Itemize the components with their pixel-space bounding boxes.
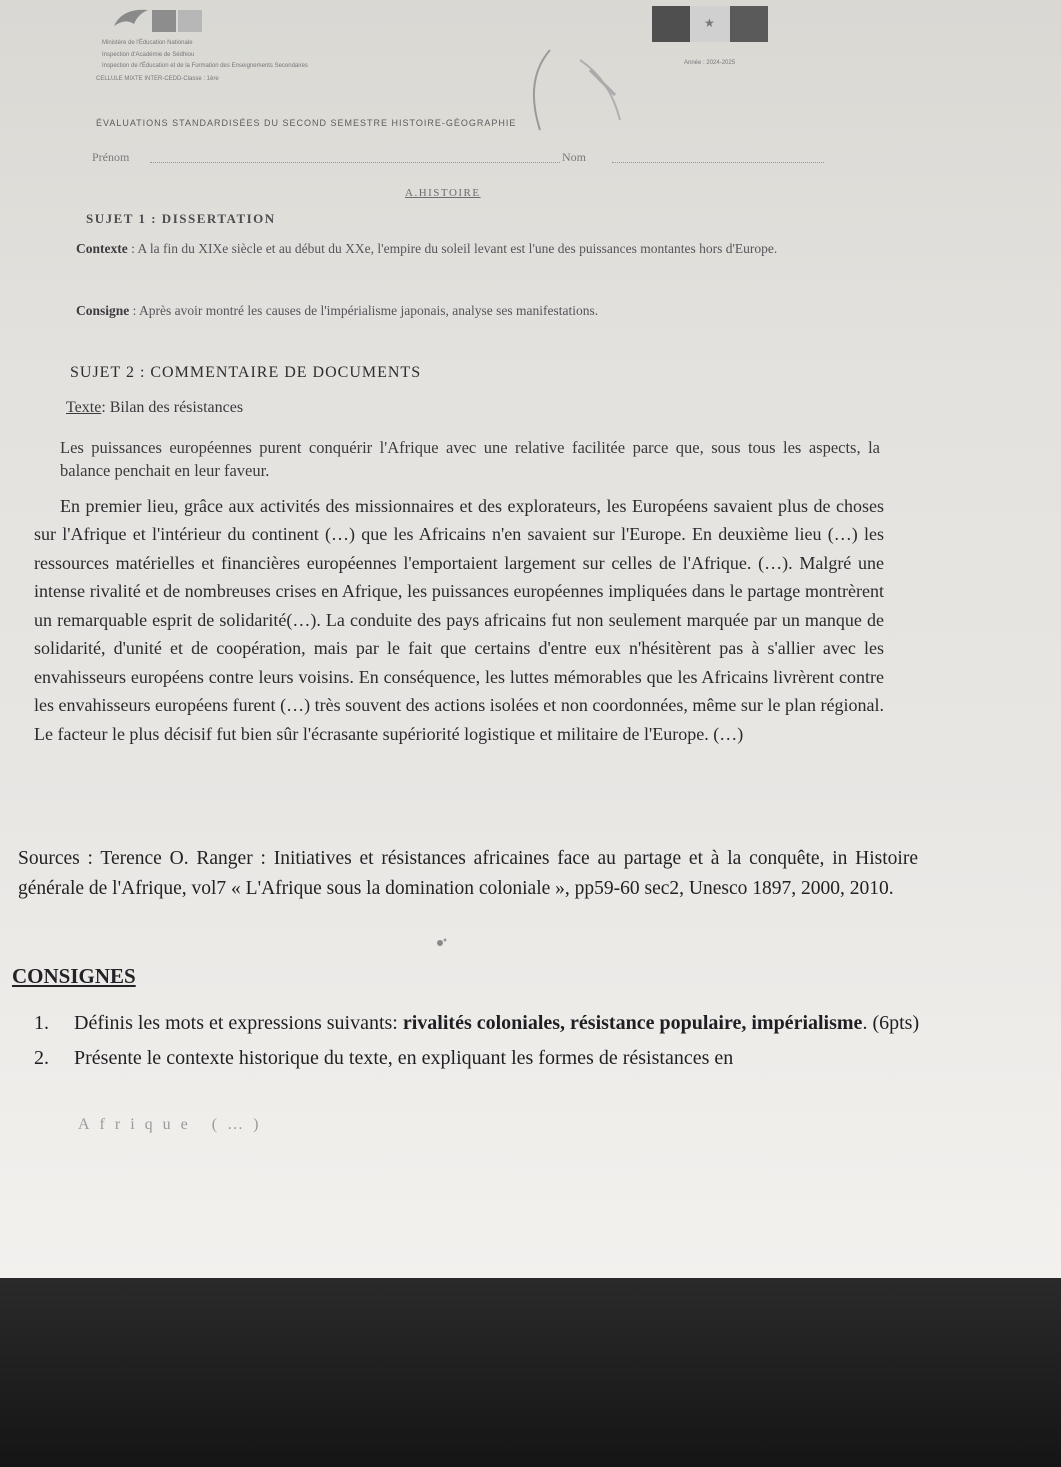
table-surface <box>0 1278 1061 1467</box>
contexte-text: : A la fin du XIXe siècle et au début du XXe, l'empire du soleil levant est l'une des puissances montantes hors d'Europe. <box>127 241 778 256</box>
texte-title: : Bilan des résistances <box>101 399 244 416</box>
school-year: Année : 2024-2025 <box>684 60 736 66</box>
consigne-bold-terms: rivalités coloniales, résistance populaire, impérialisme <box>402 1012 863 1034</box>
nom-label: Nom <box>562 150 586 164</box>
consigne-label: Consigne <box>76 303 130 318</box>
sujet2-texte-heading <box>66 397 243 419</box>
section-histoire-title: A.HISTOIRE <box>405 187 481 199</box>
text-paragraph-1: Les puissances européennes purent conquérir l'Afrique avec une relative facilitée parce que, sous tous les aspects, la balance penchait en leur faveur. <box>60 438 880 481</box>
consignes-title: CONSIGNES <box>12 964 136 988</box>
consigne-item-2 <box>34 1041 954 1076</box>
consigne-text: : Après avoir montré les causes de l'impérialisme japonais, analyse ses manifestations. <box>129 303 599 318</box>
sujet2-title: SUJET 2 : COMMENTAIRE DE DOCUMENTS <box>70 364 422 381</box>
ministry-line-2: Inspection d'Académie de Sédhiou <box>102 52 195 58</box>
consigne-number: 1. <box>34 1012 49 1034</box>
contexte-label: Contexte <box>76 241 128 256</box>
ministry-line-3: Inspection de l'Éducation et de la Formation des Enseignements Secondaires <box>102 63 308 69</box>
nom-field[interactable] <box>612 162 824 163</box>
prenom-label: Prénom <box>92 150 130 164</box>
consigne-item-1 <box>34 1006 954 1041</box>
sources-citation: Sources : Terence O. Ranger : Initiatives et résistances africaines face au partage et à la conquête, in Histoire générale de l'Afrique, vol7 « L'Afrique sous la domination coloniale », pp59-60 sec2, Unesco 1897, 2000, 2010. <box>18 848 918 900</box>
sujet1-contexte <box>76 240 856 259</box>
consigne-text: Présente le contexte historique du texte, en expliquant les formes de résistances en <box>74 1047 734 1069</box>
school-stamp-icon <box>520 40 640 150</box>
school-line: CELLULE MIXTE INTER-CEDD-Classe : 1ère <box>96 76 219 82</box>
sujet1-title: SUJET 1 : DISSERTATION <box>86 211 276 226</box>
consigne-number: 2. <box>34 1047 49 1069</box>
text-paragraph-2: En premier lieu, grâce aux activités des missionnaires et des explorateurs, les Européens savaient plus de choses sur l'Afrique et l'intérieur du continent (…) que les Africains n'en savaient sur l'Europe. En deuxième lieu (…) les ressources matérielles et financières européennes l'emportaient largement sur celles de l'Afrique. (…). Malgré une intense rivalité et de nombreuses crises en Afrique, les puissances européennes impliquées dans le partage montrèrent un remarquable esprit de solidarité(…). La conduite des pays africains fut non seulement marquée par un manque de solidarité, d'unité et de coopération, mais par le fait que certains d'entre eux n'hésitèrent pas à s'allier avec les envahisseurs européens contre leurs voisins. En conséquence, les luttes mémorables que les Africains livrèrent contre les envahisseurs européens furent (…) très souvent des actions isolées et non coordonnées, même sur le plan régional. Le facteur le plus décisif fut bien sûr l'écrasante supériorité logistique et militaire de l'Europe. (…) <box>34 496 884 744</box>
consignes-list <box>34 1006 954 1076</box>
texte-label: Texte <box>66 399 102 416</box>
ministry-line-1: Ministère de l'Éducation Nationale <box>102 40 193 46</box>
consigne-points: . (6pts) <box>862 1012 920 1034</box>
consigne-text: Définis les mots et expressions suivants: <box>74 1012 403 1034</box>
evaluation-title: ÉVALUATIONS STANDARDISÉES DU SECOND SEMESTRE HISTOIRE-GÉOGRAPHIE <box>96 118 517 128</box>
ministry-logo-icon <box>108 4 208 38</box>
senegal-flag-icon: ★ <box>652 6 768 42</box>
sujet1-consigne <box>76 302 856 321</box>
ink-smudge-icon <box>432 934 452 950</box>
prenom-field[interactable] <box>150 162 560 163</box>
cut-off-line: Afrique (…) <box>78 1116 269 1133</box>
